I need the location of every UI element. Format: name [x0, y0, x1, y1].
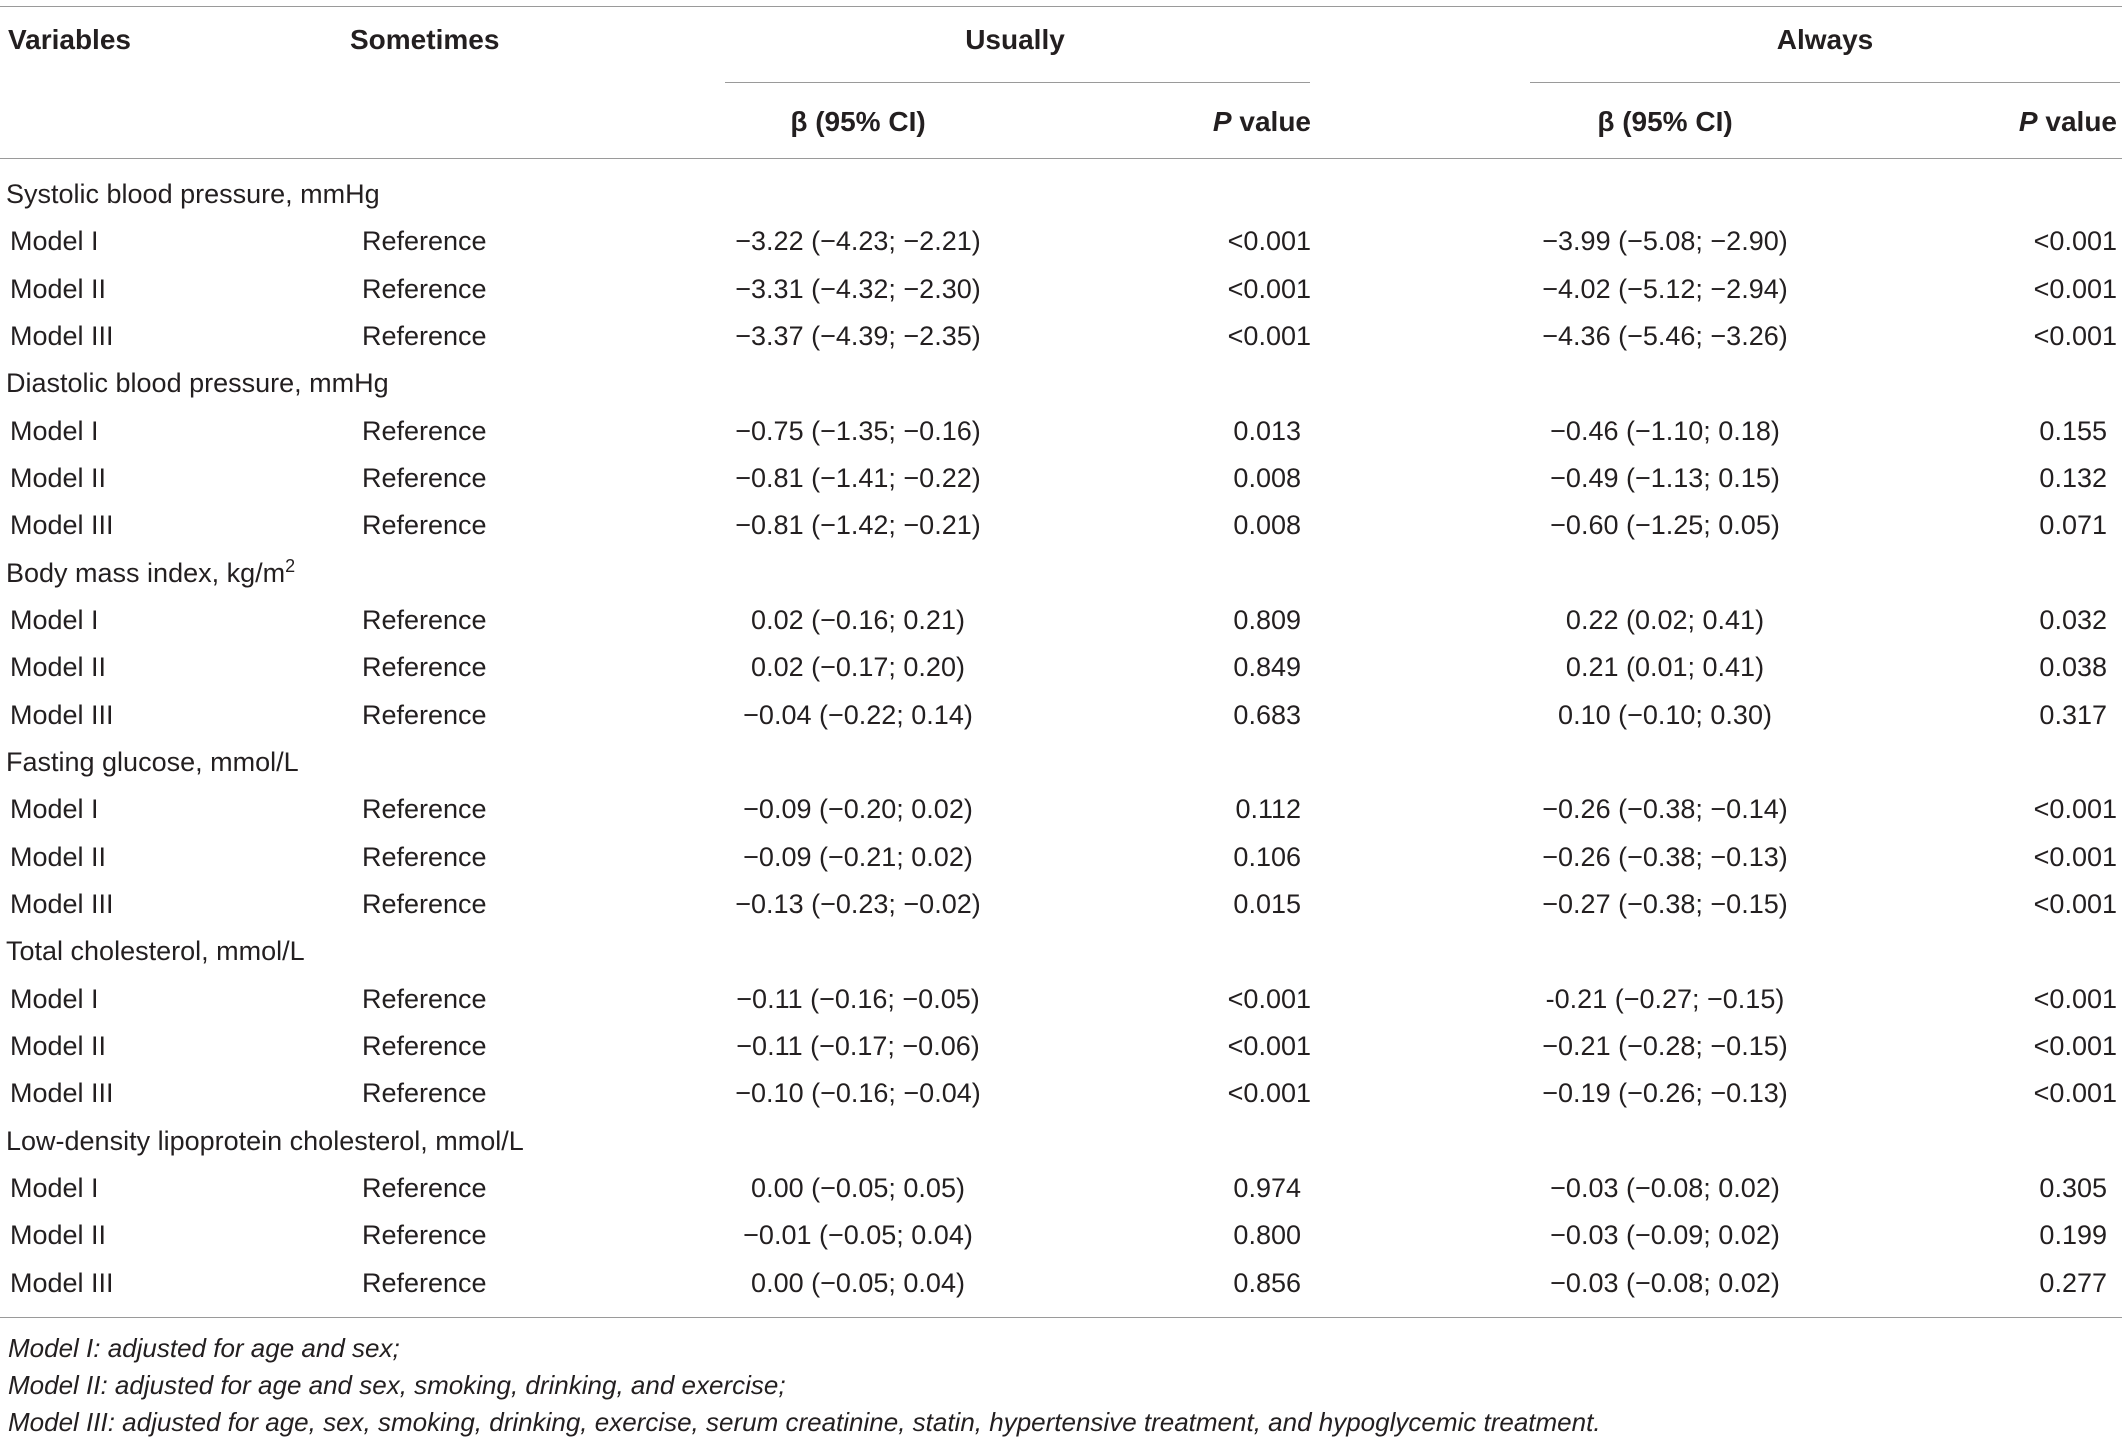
row-always-p: 0.071	[2039, 510, 2107, 541]
row-model: Model I	[10, 604, 99, 635]
row-always-beta: −4.02 (−5.12; −2.94)	[1542, 273, 1788, 304]
row-model: Model I	[10, 415, 99, 446]
row-usually-beta: −0.09 (−0.20; 0.02)	[743, 794, 973, 825]
row-model: Model I	[10, 226, 99, 257]
row-always-beta: −0.49 (−1.13; 0.15)	[1550, 462, 1780, 493]
row-usually-beta: −0.09 (−0.21; 0.02)	[743, 841, 973, 872]
header-bottom-rule	[0, 158, 2122, 159]
row-always-beta: −0.19 (−0.26; −0.13)	[1542, 1078, 1788, 1109]
header-usually-p	[1213, 105, 1311, 139]
row-model: Model II	[10, 1030, 107, 1061]
row-sometimes: Reference	[362, 273, 487, 304]
row-always-p: <0.001	[2033, 226, 2117, 257]
usually-group-rule	[725, 82, 1310, 83]
row-usually-beta: −0.75 (−1.35; −0.16)	[735, 415, 981, 446]
row-model: Model III	[10, 320, 114, 351]
footnote: Model III: adjusted for age, sex, smoking, drinking, exercise, serum creatinine, statin, hypertensive treatment, and hypoglycemic treatment.	[8, 1407, 1601, 1437]
row-always-p: 0.038	[2039, 652, 2107, 683]
row-usually-beta: −3.22 (−4.23; −2.21)	[735, 226, 981, 257]
header-usually: Usually	[965, 24, 1065, 55]
row-always-p: 0.277	[2039, 1267, 2107, 1298]
row-usually-beta: −3.37 (−4.39; −2.35)	[735, 320, 981, 351]
row-always-beta: −3.99 (−5.08; −2.90)	[1542, 226, 1788, 257]
row-always-p: 0.155	[2039, 415, 2107, 446]
row-always-beta: −0.21 (−0.28; −0.15)	[1542, 1030, 1788, 1061]
section-title: Fasting glucose, mmol/L	[6, 746, 299, 777]
row-model: Model I	[10, 1172, 99, 1203]
row-usually-p: <0.001	[1227, 983, 1311, 1014]
section-title: Body mass index, $kg/m^2$	[6, 555, 296, 588]
row-sometimes: Reference	[362, 652, 487, 683]
row-always-p: <0.001	[2033, 888, 2117, 919]
row-model: Model III	[10, 1078, 114, 1109]
header-sometimes: Sometimes	[350, 24, 500, 55]
row-always-p: <0.001	[2033, 983, 2117, 1014]
row-sometimes: Reference	[362, 415, 487, 446]
table-top-rule	[0, 6, 2122, 7]
row-usually-p: 0.008	[1233, 510, 1301, 541]
section-title: Diastolic blood pressure, mmHg	[6, 368, 389, 399]
header-always-p	[2019, 105, 2117, 139]
row-usually-p: <0.001	[1227, 273, 1311, 304]
row-always-beta: −0.03 (−0.09; 0.02)	[1550, 1220, 1780, 1251]
row-always-beta: −0.46 (−1.10; 0.18)	[1550, 415, 1780, 446]
footnote: Model I: adjusted for age and sex;	[8, 1333, 400, 1363]
row-model: Model III	[10, 888, 114, 919]
row-usually-p: 0.008	[1233, 462, 1301, 493]
row-sometimes: Reference	[362, 1030, 487, 1061]
section-title: Systolic blood pressure, mmHg	[6, 179, 380, 209]
row-usually-p: 0.849	[1233, 652, 1301, 683]
row-model: Model II	[10, 273, 107, 304]
p-italic: P	[2018, 106, 2038, 137]
row-always-p: <0.001	[2033, 841, 2117, 872]
row-sometimes: Reference	[362, 1267, 487, 1298]
header-always-beta: β (95% CI)	[1597, 106, 1733, 137]
section-title: Low-density lipoprotein cholesterol, mmol/L	[6, 1125, 524, 1156]
row-usually-p: <0.001	[1227, 320, 1311, 351]
row-always-beta: −0.27 (−0.38; −0.15)	[1542, 888, 1788, 919]
row-usually-beta: −0.01 (−0.05; 0.04)	[743, 1220, 973, 1251]
p-italic: P	[1212, 106, 1232, 137]
row-model: Model III	[10, 1267, 114, 1298]
row-usually-p: 0.015	[1233, 888, 1301, 919]
row-always-beta: -0.21 (−0.27; −0.15)	[1545, 983, 1785, 1014]
row-usually-beta: 0.00 (−0.05; 0.04)	[751, 1267, 965, 1298]
footnote: Model II: adjusted for age and sex, smoking, drinking, and exercise;	[8, 1370, 786, 1400]
row-sometimes: Reference	[362, 462, 487, 493]
row-always-p: 0.305	[2039, 1172, 2107, 1203]
row-always-p: <0.001	[2033, 794, 2117, 825]
row-sometimes: Reference	[362, 226, 487, 257]
row-always-p: 0.132	[2039, 462, 2107, 493]
row-usually-p: <0.001	[1227, 1030, 1311, 1061]
row-always-p: <0.001	[2033, 1078, 2117, 1109]
table-bottom-rule	[0, 1317, 2122, 1318]
row-model: Model III	[10, 510, 114, 541]
row-always-beta: −0.03 (−0.08; 0.02)	[1550, 1267, 1780, 1298]
row-always-beta: 0.22 (0.02; 0.41)	[1565, 604, 1765, 635]
row-model: Model II	[10, 1220, 107, 1251]
row-usually-beta: 0.00 (−0.05; 0.05)	[751, 1172, 965, 1203]
row-model: Model II	[10, 841, 107, 872]
superscript: 2	[285, 555, 296, 576]
row-usually-p: 0.974	[1233, 1172, 1301, 1203]
row-model: Model I	[10, 794, 99, 825]
row-model: Model I	[10, 983, 99, 1014]
header-variables: Variables	[8, 24, 131, 55]
row-always-beta: −0.60 (−1.25; 0.05)	[1550, 510, 1780, 541]
row-usually-beta: −0.11 (−0.16; −0.05)	[736, 983, 980, 1014]
row-model: Model II	[10, 462, 107, 493]
row-sometimes: Reference	[362, 794, 487, 825]
p-value-label: value	[1231, 106, 1311, 137]
row-model: Model II	[10, 652, 107, 683]
row-sometimes: Reference	[362, 510, 487, 541]
row-always-beta: −0.03 (−0.08; 0.02)	[1550, 1172, 1780, 1203]
row-usually-beta: −0.11 (−0.17; −0.06)	[736, 1030, 980, 1061]
row-usually-p: 0.800	[1233, 1220, 1301, 1251]
row-usually-beta: 0.02 (−0.16; 0.21)	[751, 604, 965, 635]
row-always-beta: 0.10 (−0.10; 0.30)	[1558, 699, 1772, 730]
row-usually-p: <0.001	[1227, 226, 1311, 257]
row-usually-p: 0.683	[1233, 699, 1301, 730]
row-model: Model III	[10, 699, 114, 730]
row-usually-p: 0.809	[1233, 604, 1301, 635]
row-sometimes: Reference	[362, 888, 487, 919]
always-group-rule	[1530, 82, 2120, 83]
row-always-beta: −4.36 (−5.46; −3.26)	[1542, 320, 1788, 351]
row-usually-p: 0.856	[1233, 1267, 1301, 1298]
row-usually-beta: −3.31 (−4.32; −2.30)	[735, 273, 981, 304]
row-sometimes: Reference	[362, 320, 487, 351]
row-usually-beta: 0.02 (−0.17; 0.20)	[751, 652, 965, 683]
header-always: Always	[1776, 24, 1874, 55]
row-usually-beta: −0.81 (−1.42; −0.21)	[735, 510, 981, 541]
row-usually-p: <0.001	[1227, 1078, 1311, 1109]
row-always-p: <0.001	[2033, 1030, 2117, 1061]
row-always-beta: −0.26 (−0.38; −0.14)	[1542, 794, 1788, 825]
row-sometimes: Reference	[362, 841, 487, 872]
row-sometimes: Reference	[362, 983, 487, 1014]
row-usually-p: 0.112	[1235, 794, 1301, 825]
row-usually-p: 0.013	[1233, 415, 1301, 446]
row-always-p: <0.001	[2033, 273, 2117, 304]
row-always-beta: −0.26 (−0.38; −0.13)	[1542, 841, 1788, 872]
row-always-p: 0.317	[2039, 699, 2107, 730]
row-usually-beta: −0.10 (−0.16; −0.04)	[735, 1078, 981, 1109]
row-sometimes: Reference	[362, 1172, 487, 1203]
row-usually-p: 0.106	[1233, 841, 1301, 872]
section-title: Total cholesterol, mmol/L	[6, 936, 305, 967]
row-always-beta: 0.21 (0.01; 0.41)	[1565, 652, 1765, 683]
row-sometimes: Reference	[362, 604, 487, 635]
header-usually-beta: β (95% CI)	[790, 106, 926, 137]
row-usually-beta: −0.04 (−0.22; 0.14)	[743, 699, 973, 730]
row-always-p: 0.032	[2039, 604, 2107, 635]
row-usually-beta: −0.81 (−1.41; −0.22)	[735, 462, 981, 493]
row-usually-beta: −0.13 (−0.23; −0.02)	[735, 888, 981, 919]
row-sometimes: Reference	[362, 1078, 487, 1109]
row-always-p: 0.199	[2039, 1220, 2107, 1251]
row-sometimes: Reference	[362, 699, 487, 730]
row-sometimes: Reference	[362, 1220, 487, 1251]
p-value-label: value	[2037, 106, 2117, 137]
row-always-p: <0.001	[2033, 320, 2117, 351]
